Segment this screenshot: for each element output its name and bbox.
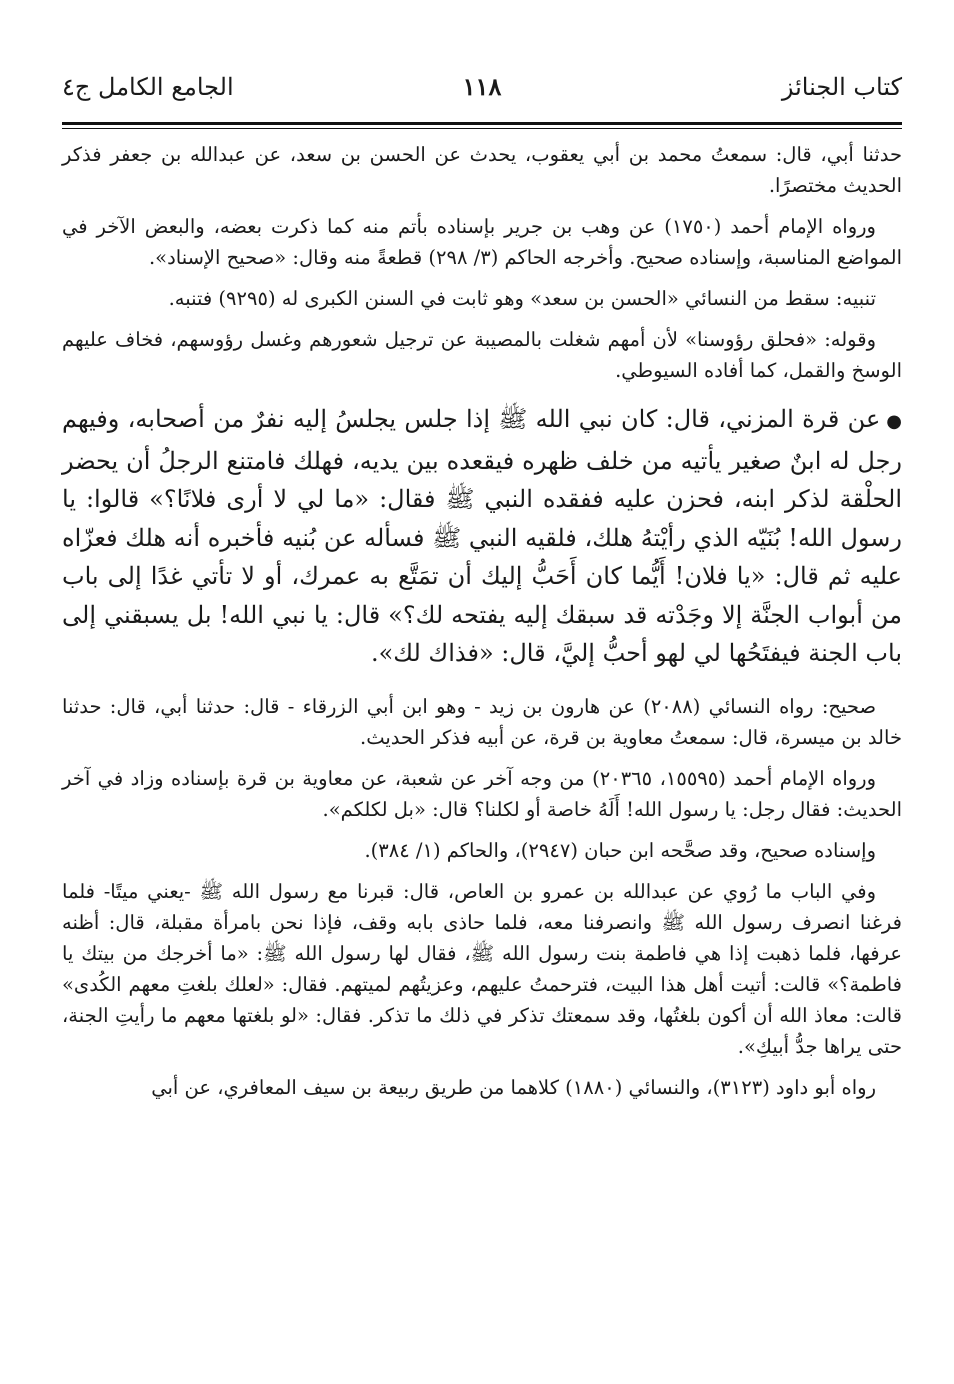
paragraph-takhrij-nasai: صحيح: رواه النسائي (٢٠٨٨) عن هارون بن زيد - وهو ابن أبي الزرقاء - قال: حدثنا أبي، قال: حدثنا خالد بن ميسرة، قال: سمعتُ معاوية بن قرة، عن أبيه فذكر الحديث. [62,694,902,749]
page-number: ١١٨ [462,72,502,101]
hadith-text [62,400,902,673]
header-rule-thick [62,122,902,125]
paragraph-fil-bab: وفي الباب ما رُوي عن عبدالله بن عمرو بن العاص، قال: قبرنا مع رسول الله ﷺ -يعني ميتًا- فلما فرغنا انصرف رسول الله ﷺ وانصرفنا معه، فلما حاذى بابه وقف، فإذا نحن بامرأة مقبلة، قال: أظنه عرفها، فلما ذهبت إذا هي فاطمة بنت رسول الله ﷺ، فقال لها رسول الله ﷺ: «ما أخرجك من بيتك يا فاطمة؟» قالت: أتيت أهل هذا البيت، فترحمتُ عليهم، وعزيتُهم لميتهم. فقال: «لعلك بلغتِ معهم الكُدى» قالت: معاذ الله أن أكون بلغتُها، وقد سمعتك تذكر في ذلك ما تذكر. فقال: «لو بلغتها معهم ما رأيتِ الجنة، حتى يراها جدُّ أبيكِ». [62,879,902,1058]
bullet-icon: ● [886,411,902,432]
paragraph-isnad: وإسناده صحيح، وقد صحَّحه ابن حبان (٢٩٤٧)، والحاكم (١/ ٣٨٤). [364,838,876,862]
book-title: الجامع الكامل ج٤ [62,73,234,101]
chapter-title: كتاب الجنائز [781,73,902,101]
paragraph-abu-dawud: رواه أبو داود (٣١٢٣)، والنسائي (١٨٨٠) كلاهما من طريق ربيعة بن سيف المعافري، عن أبي [151,1075,876,1099]
paragraph-takhrij-ahmad: ورواه الإمام أحمد (١٥٥٩٥، ٢٠٣٦٥) من وجه آخر عن شعبة، عن معاوية بن قرة بإسناده وزاد في آخر الحديث: فقال رجل: يا رسول الله! أَلَهُ خاصة أو لكلنا؟ قال: «بل لكلكم». [62,766,902,821]
header-rule-thin [62,128,902,129]
page-header [62,62,902,118]
paragraph-ahmad-narration: ورواه الإمام أحمد (١٧٥٠) عن وهب بن جرير بإسناده بأتم منه كما ذكرت بعضه، والبعض الآخر في المواضع المناسبة، وإسناده صحيح. وأخرجه الحاكم (٣/ ٢٩٨) قطعةً منه وقال: «صحيح الإسناد». [62,215,902,269]
paragraph-continuation: حدثنا أبي، قال: سمعتُ محمد بن أبي يعقوب، يحدث عن الحسن بن سعد، عن عبدالله بن جعفر فذكر الحديث مختصرًا. [62,143,902,197]
hadith-body: عن قرة المزني، قال: كان نبي الله ﷺ إذا جلس يجلسُ إليه نفرٌ من أصحابه، وفيهم رجل له ابنٌ صغير يأتيه من خلف ظهره فيقعده بين يديه، فهلك فامتنع الرجلُ أن يحضر الحلْقة لذكر ابنه، فحزن عليه ففقده النبي ﷺ فقال: «ما لي لا أرى فلانًا؟» قالوا: يا رسول الله! بُنَيّه الذي رأيْتهُ هلك، فلقيه النبي ﷺ فسأله عن بُنيه فأخبره أنه هلك فعزّاه عليه ثم قال: «يا فلان! أَيُّما كان أَحَبُّ إليك أن تمَتَّع به عمرك، أو لا تأتي غدًا إلى باب من أبواب الجنَّة إلا وجَدْته قد سبقك إليه يفتحه لك؟» قال: يا نبي الله! بل يسبقني إلى باب الجنة فيفتَحُها لي لهو أحبُّ إليَّ، قال: «فذاك لك». [62,405,902,667]
paragraph-explanation: وقوله: «فحلق رؤوسنا» لأن أمهم شغلت بالمصيبة عن ترجيل شعورهم وغسل رؤوسهم، فخاف عليهم الوسخ والقمل، كما أفاده السيوطي. [62,328,902,382]
book-page [62,62,902,1362]
page-content [62,139,902,1103]
paragraph-warning: تنبيه: سقط من النسائي «الحسن بن سعد» وهو ثابت في السنن الكبرى له (٩٢٩٥) فتنبه. [168,287,876,310]
